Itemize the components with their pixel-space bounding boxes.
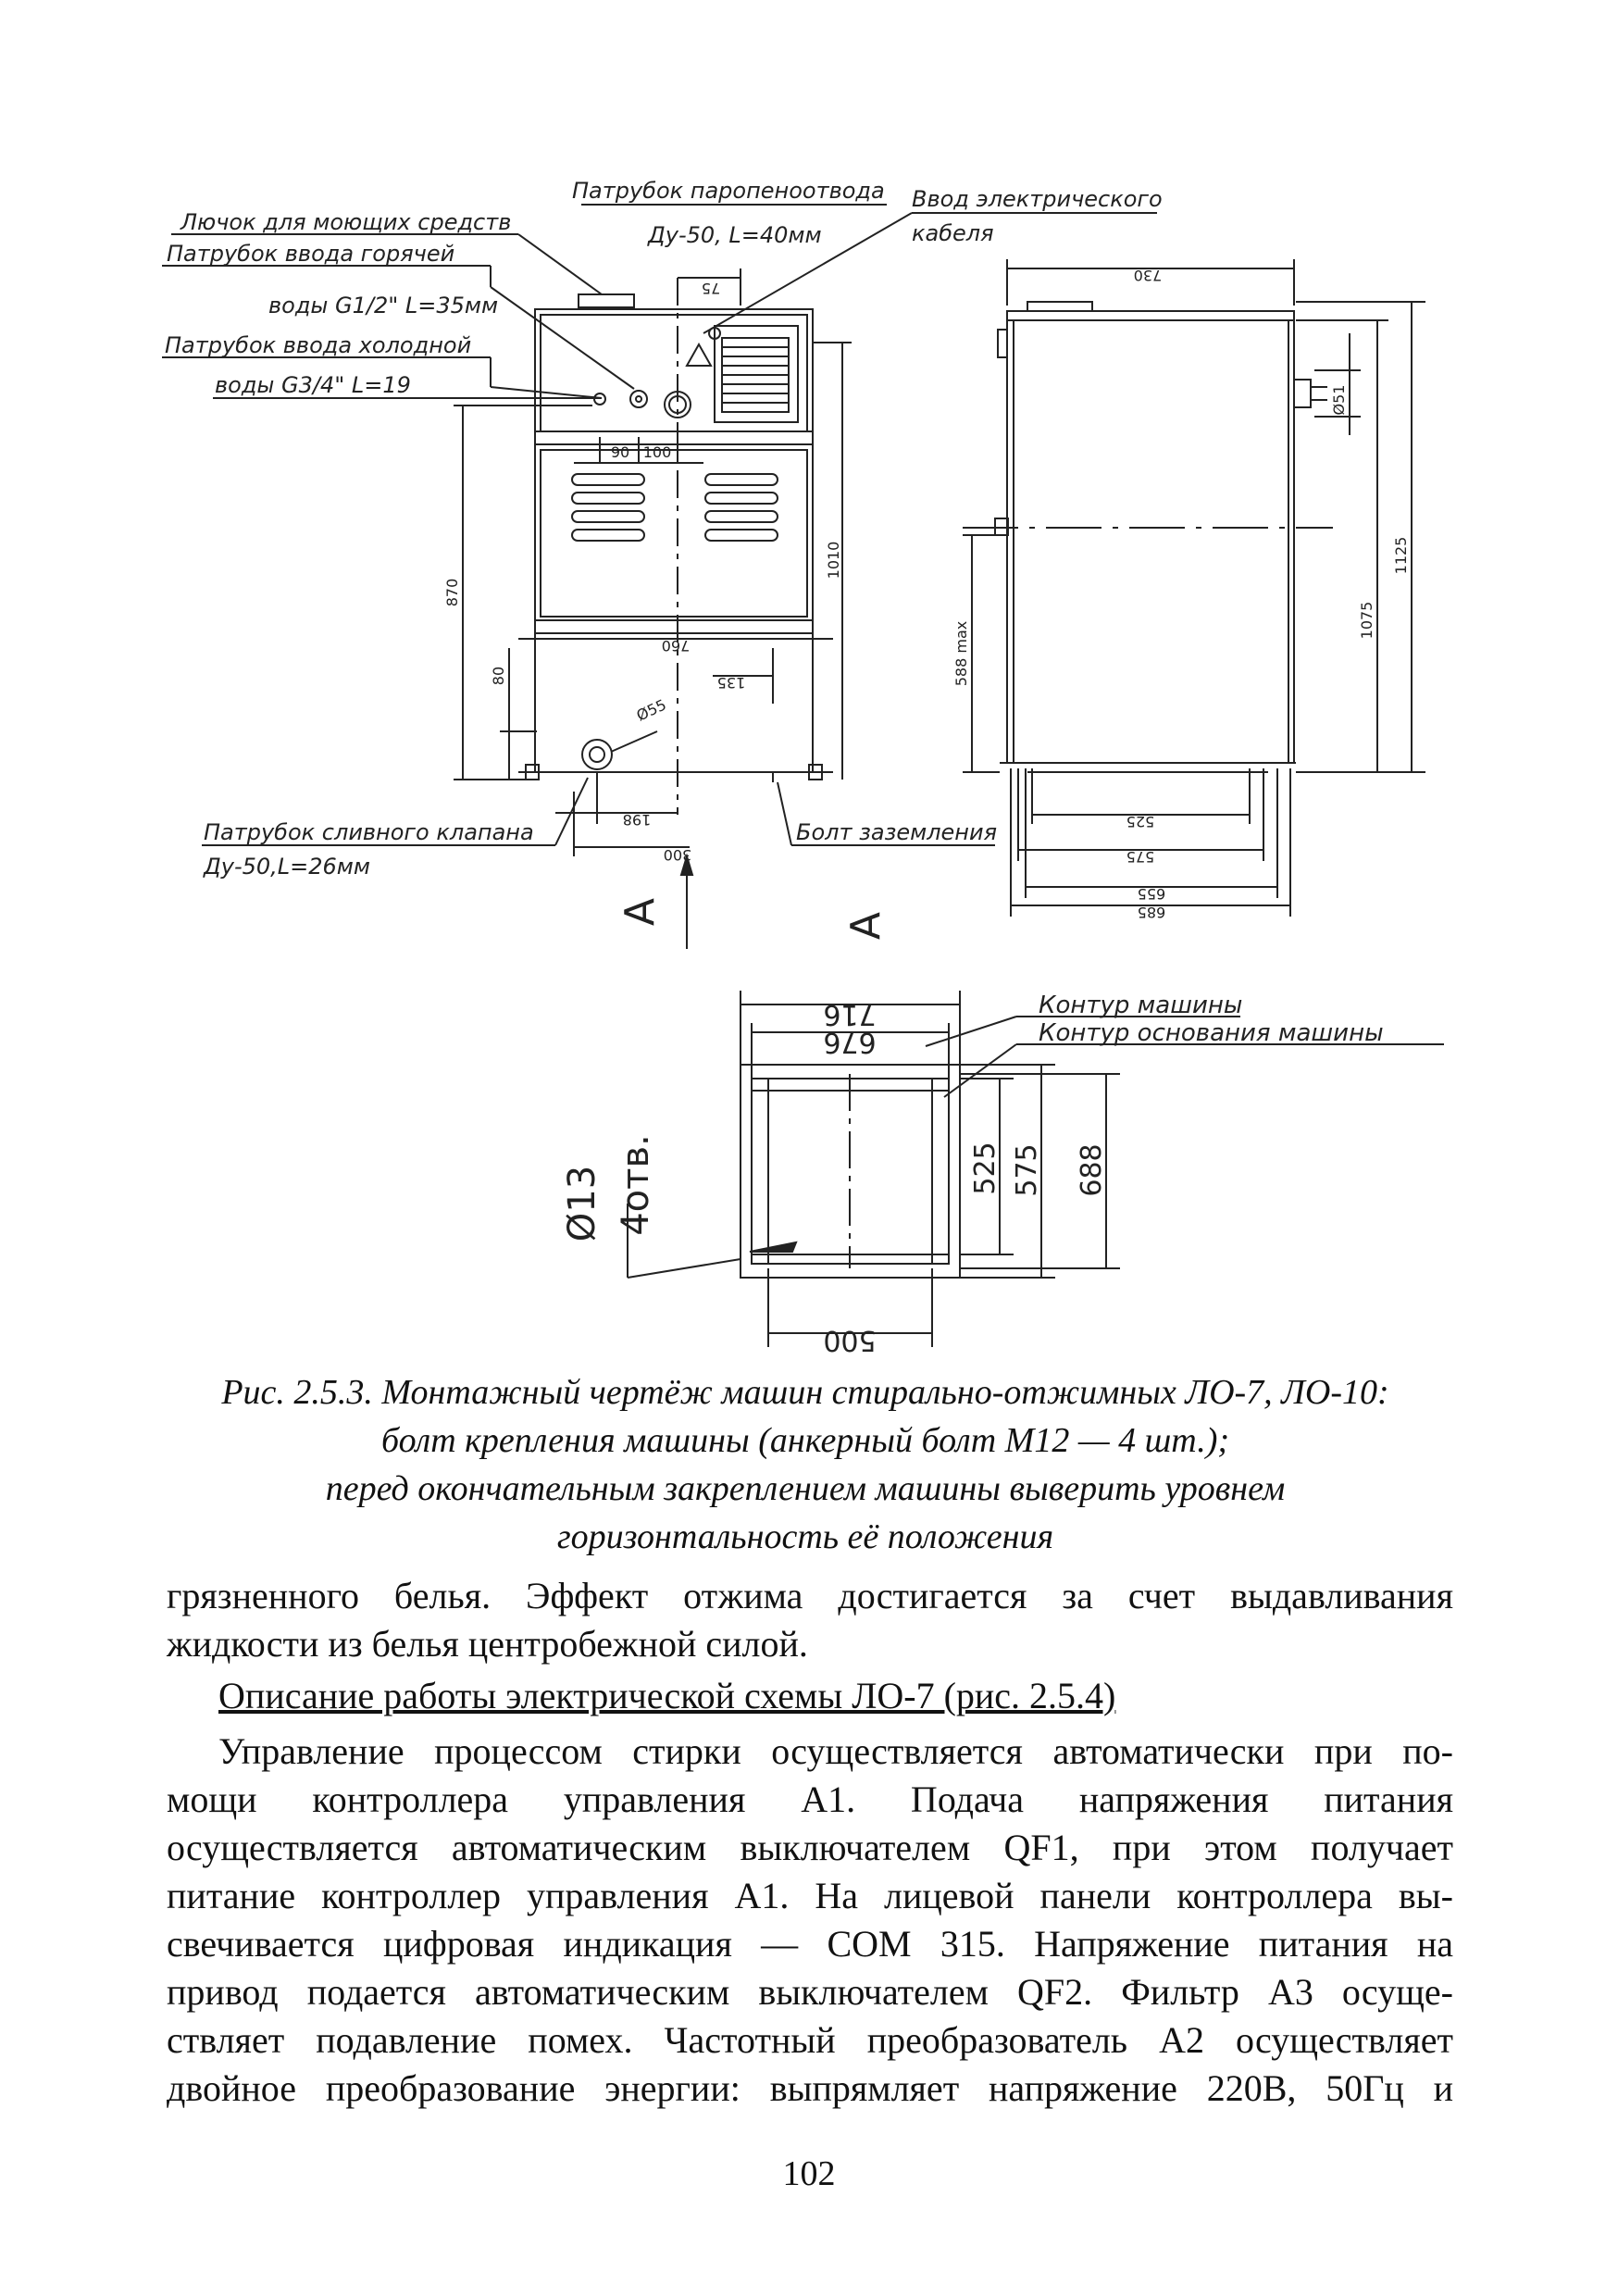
label-detergent-hatch: Лючок для моющих средств — [180, 209, 512, 235]
plan-dim-575: 575 — [1011, 1143, 1043, 1197]
dim-phi55: Ø55 — [633, 695, 669, 725]
dim-655: 655 — [1137, 885, 1166, 903]
section-heading: Описание работы электрической схемы ЛО-7 (рис. 2.5.4) — [218, 1675, 1116, 1716]
dim-760: 760 — [661, 637, 691, 655]
dim-1010: 1010 — [825, 541, 842, 580]
dim-100: 100 — [642, 443, 672, 461]
dim-588max: 588 max — [952, 620, 970, 687]
paragraph-continuation — [167, 1572, 1453, 1668]
text-line: привод подается автоматическим выключателем QF2. Фильтр А3 осуще- — [167, 1971, 1453, 2013]
caption-line: болт крепления машины (анкерный болт М12 — 4 шт.); — [380, 1421, 1230, 1460]
text-line: ствляет подавление помех. Частотный преобразователь А2 осуществляет — [167, 2019, 1453, 2061]
text-line: грязненного белья. Эффект отжима достигается за счет выдавливания — [167, 1575, 1453, 1616]
dim-300: 300 — [663, 846, 692, 864]
caption-line: Рис. 2.5.3. Монтажный чертёж машин стирально-отжимных ЛО-7, ЛО-10: — [221, 1373, 1389, 1412]
plan-holes-count: 4отв. — [615, 1134, 657, 1236]
figure-caption — [139, 1368, 1472, 1561]
label-ground-bolt: Болт заземления — [796, 819, 998, 845]
plan-dim-716: 716 — [823, 998, 877, 1030]
dim-phi51: Ø51 — [1330, 384, 1348, 416]
label-cold-water-l2: воды G3/4" L=19 — [215, 372, 411, 398]
dim-75: 75 — [701, 280, 721, 297]
text-line: осуществляется автоматическим выключателем QF1, при этом получает — [167, 1827, 1453, 1868]
dim-870: 870 — [443, 578, 461, 607]
section-mark-left: A — [616, 897, 664, 927]
plan-dim-676: 676 — [823, 1026, 877, 1058]
dim-685: 685 — [1137, 904, 1166, 921]
label-drain-valve-l2: Ду-50,L=26мм — [204, 854, 371, 880]
label-base-contour: Контур основания машины — [1039, 1019, 1384, 1047]
text-line: свечивается цифровая индикация — СОМ 315. Напряжение питания на — [167, 1923, 1453, 1965]
text-line: жидкости из белья центробежной силой. — [167, 1623, 808, 1665]
text-line: двойное преобразование энергии: выпрямляет напряжение 220В, 50Гц и — [167, 2067, 1453, 2109]
dim-90: 90 — [610, 443, 630, 461]
plan-dim-688: 688 — [1076, 1143, 1108, 1197]
section-mark-right: A — [842, 911, 890, 941]
text-line: Управление процессом стирки осуществляется автоматически при по- — [218, 1730, 1453, 1772]
label-cold-water-l1: Патрубок ввода холодной — [165, 332, 472, 358]
plan-holes-diameter: Ø13 — [561, 1165, 604, 1242]
side-dim-525: 525 — [1126, 813, 1155, 830]
plan-dim-500: 500 — [823, 1324, 877, 1356]
text-line: мощи контроллера управления А1. Подача напряжения питания — [167, 1778, 1453, 1820]
label-steam-outlet-l1: Патрубок паропеноотвода — [572, 178, 885, 204]
dim-730: 730 — [1133, 267, 1163, 284]
paragraph-control-description — [167, 1728, 1453, 2113]
dim-1075: 1075 — [1358, 601, 1375, 640]
caption-line: горизонтальность её положения — [556, 1517, 1054, 1556]
label-cable-entry-l1: Ввод электрического — [912, 186, 1163, 212]
plan-dim-525: 525 — [969, 1142, 1002, 1195]
dim-80: 80 — [490, 666, 507, 686]
side-dim-575: 575 — [1126, 848, 1155, 866]
label-cable-entry-l2: кабеля — [912, 220, 994, 246]
dim-198: 198 — [622, 811, 652, 829]
side-view — [963, 259, 1425, 917]
label-hot-water-l2: воды G1/2" L=35мм — [268, 293, 499, 318]
caption-line: перед окончательным закреплением машины выверить уровнем — [325, 1469, 1286, 1508]
text-line: питание контроллер управления А1. На лицевой панели контроллера вы- — [167, 1875, 1453, 1916]
label-drain-valve-l1: Патрубок сливного клапана — [204, 819, 534, 845]
label-hot-water-l1: Патрубок ввода горячей — [167, 241, 455, 267]
label-machine-contour: Контур машины — [1039, 992, 1243, 1019]
label-steam-outlet-l2: Ду-50, L=40мм — [648, 222, 822, 248]
page-number: 102 — [782, 2154, 836, 2193]
dim-135: 135 — [716, 674, 746, 692]
dim-1125: 1125 — [1392, 536, 1410, 575]
